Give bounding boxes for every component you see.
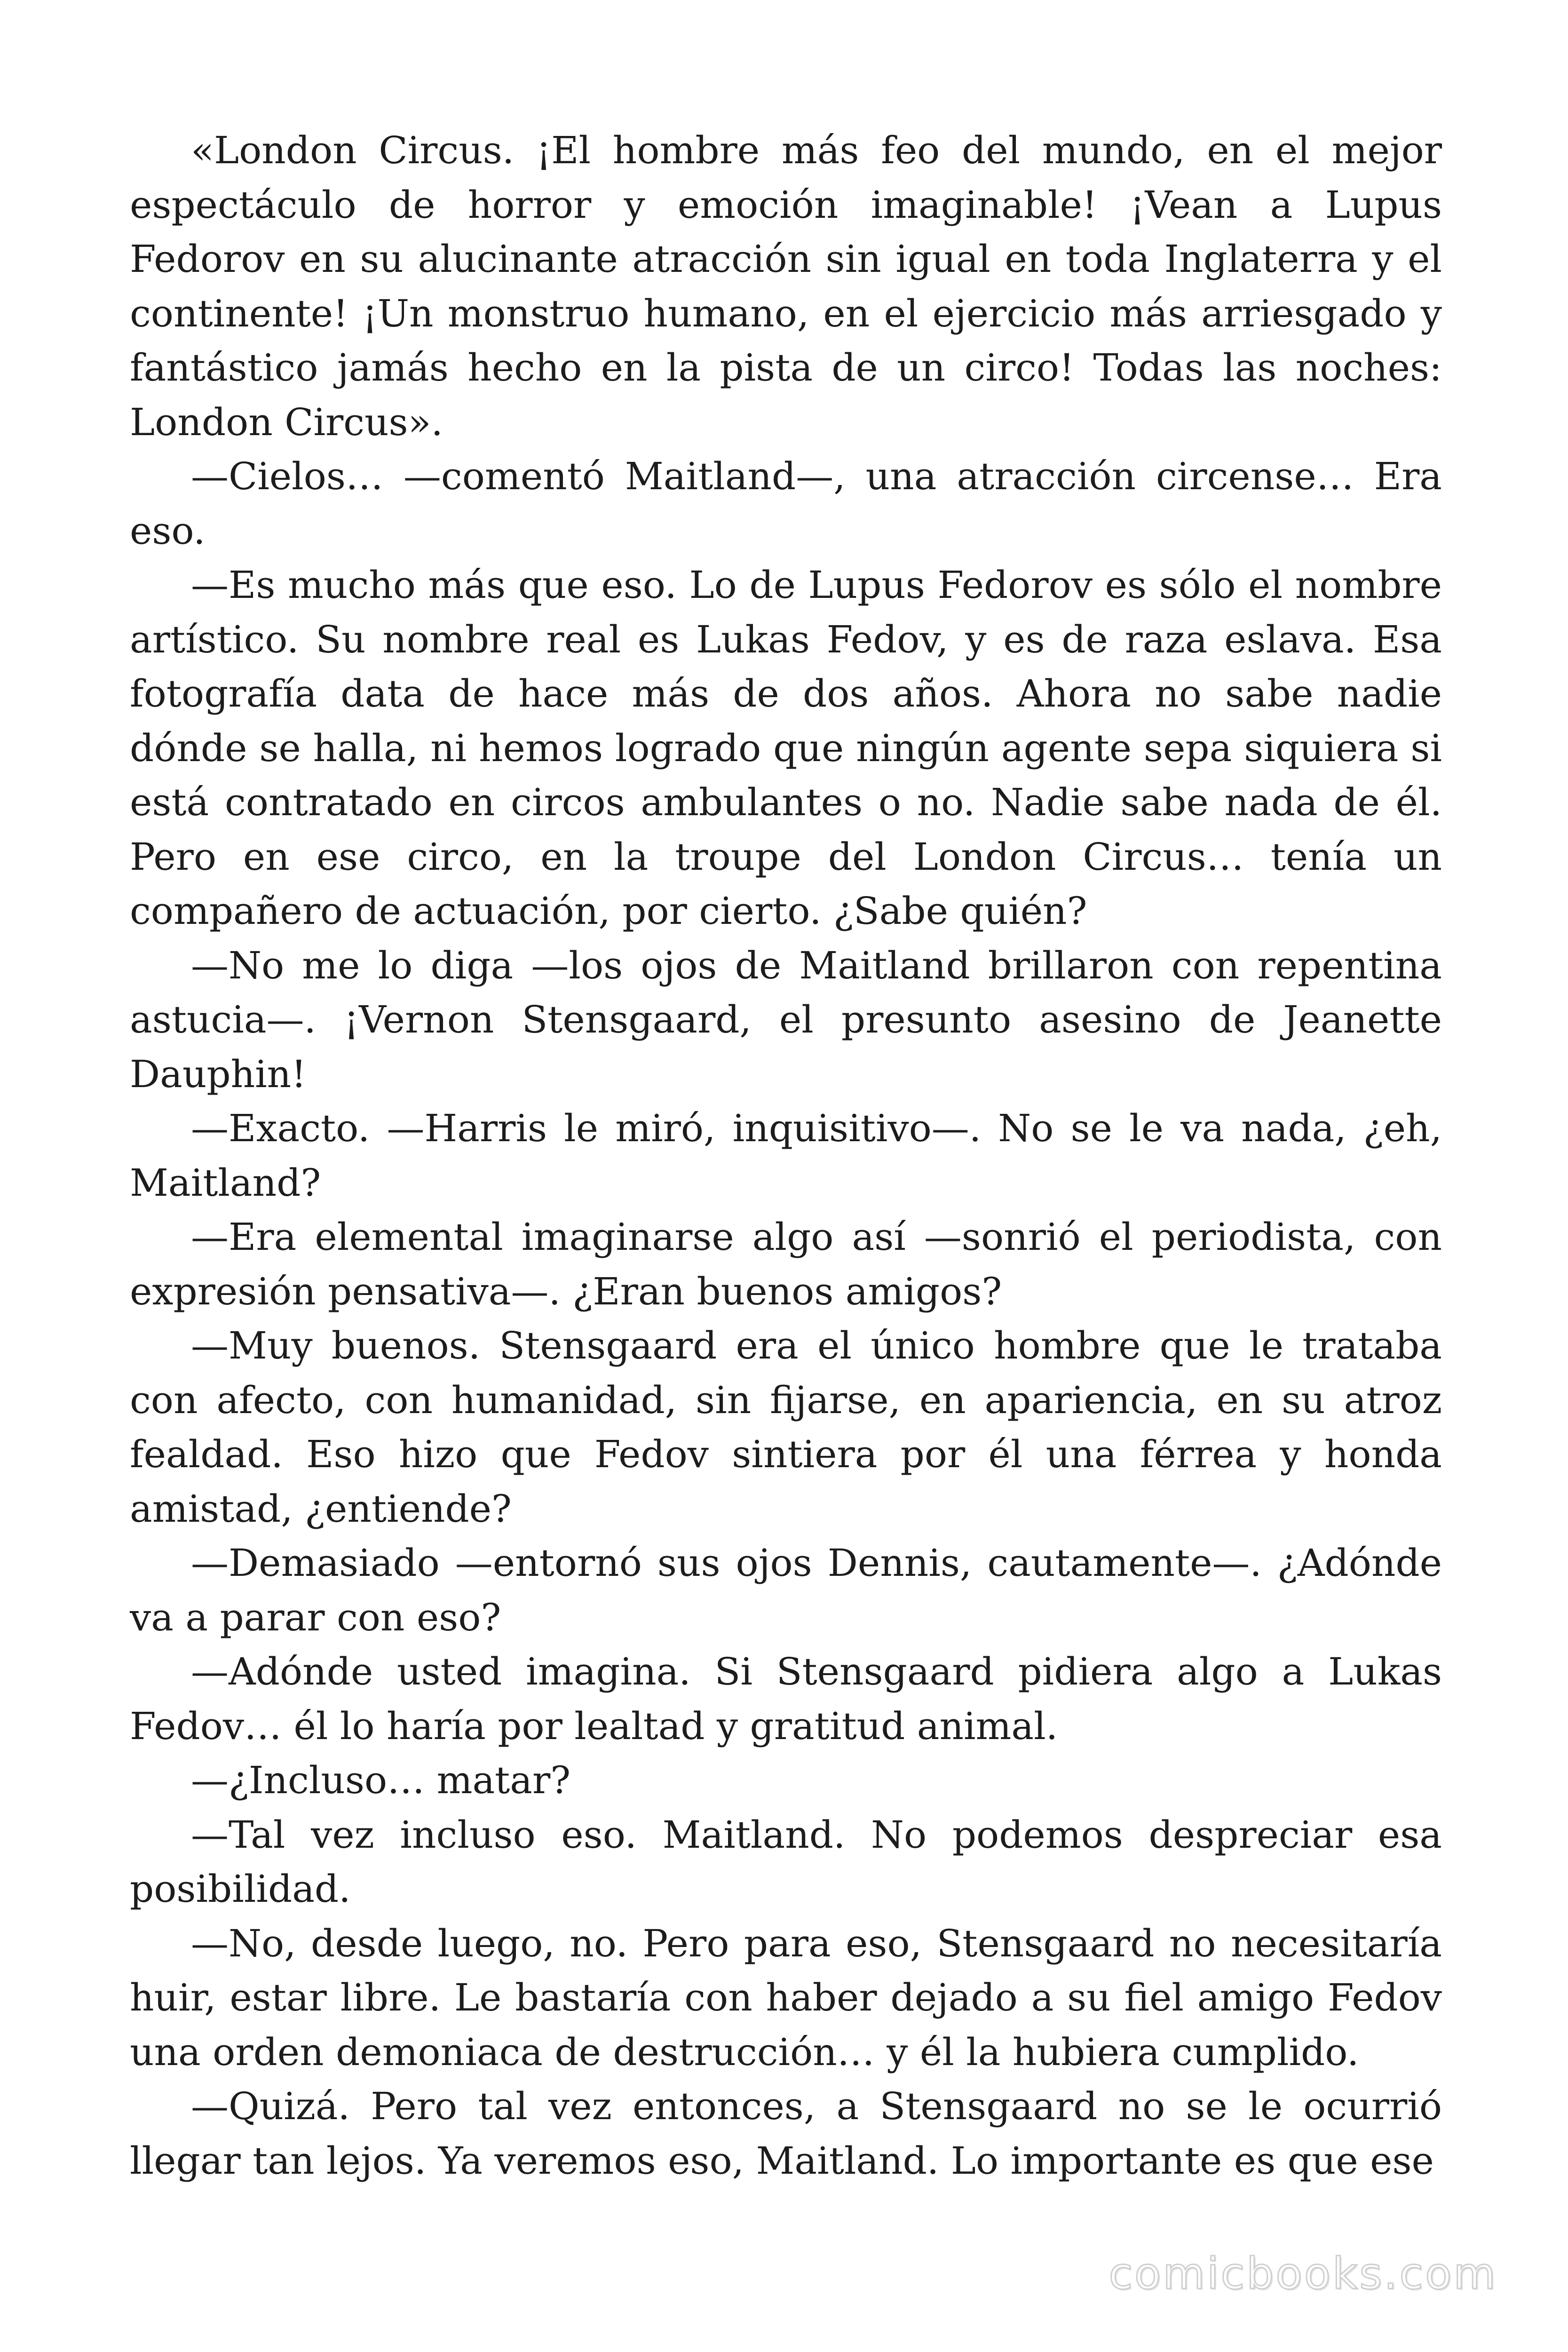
page-body <box>130 123 1442 2188</box>
paragraph-1: «London Circus. ¡El hombre más feo del mundo, en el mejor espectáculo de horror y emoción imaginable! ¡Vean a Lupus Fedorov en su alucinante atracción sin igual en toda Inglaterra y el continente! ¡Un monstruo humano, en el ejercicio más arriesgado y fantástico jamás hecho en la pista de un circo! Todas las noches: London Circus». <box>130 128 1442 444</box>
paragraph-3: —Es mucho más que eso. Lo de Lupus Fedorov es sólo el nombre artístico. Su nombre real es Lukas Fedov, y es de raza eslava. Esa fotografía data de hace más de dos años. Ahora no sabe nadie dónde se halla, ni hemos logrado que ningún agente sepa siquiera si está contratado en circos ambulantes o no. Nadie sabe nada de él. Pero en ese circo, en la troupe del London Circus… tenía un compañero de actuación, por cierto. ¿Sabe quién? <box>130 563 1442 933</box>
paragraph-13: —Quizá. Pero tal vez entonces, a Stensgaard no se le ocurrió llegar tan lejos. Ya veremos eso, Maitland. Lo importante es que ese <box>130 2084 1442 2183</box>
paragraph-5: —Exacto. —Harris le miró, inquisitivo—. No se le va nada, ¿eh, Maitland? <box>130 1106 1442 1205</box>
watermark: comicbooks.com <box>1109 2249 1497 2299</box>
paragraph-12: —No, desde luego, no. Pero para eso, Stensgaard no necesitaría huir, estar libre. Le bastaría con haber dejado a su fiel amigo Fedov una orden demoniaca de destrucción… y él la hubiera cumplido. <box>130 1921 1442 2074</box>
paragraph-10: —¿Incluso… matar? <box>191 1758 571 1802</box>
paragraph-8: —Demasiado —entornó sus ojos Dennis, cautamente—. ¿Adónde va a parar con eso? <box>130 1541 1442 1639</box>
paragraph-7: —Muy buenos. Stensgaard era el único hombre que le trataba con afecto, con humanidad, sin fijarse, en apariencia, en su atroz fealdad. Eso hizo que Fedov sintiera por él una férrea y honda amistad, ¿entiende? <box>130 1324 1442 1531</box>
paragraph-9: —Adónde usted imagina. Si Stensgaard pidiera algo a Lukas Fedov… él lo haría por lealtad y gratitud animal. <box>130 1650 1442 1748</box>
paragraph-4: —No me lo diga —los ojos de Maitland brillaron con repentina astucia—. ¡Vernon Stensgaard, el presunto asesino de Jeanette Dauphin! <box>130 943 1442 1096</box>
paragraph-2: —Cielos… —comentó Maitland—, una atracción circense… Era eso. <box>130 454 1442 553</box>
paragraph-11: —Tal vez incluso eso. Maitland. No podemos despreciar esa posibilidad. <box>130 1812 1442 1911</box>
paragraph-6: —Era elemental imaginarse algo así —sonrió el periodista, con expresión pensativa—. ¿Eran buenos amigos? <box>130 1215 1442 1313</box>
